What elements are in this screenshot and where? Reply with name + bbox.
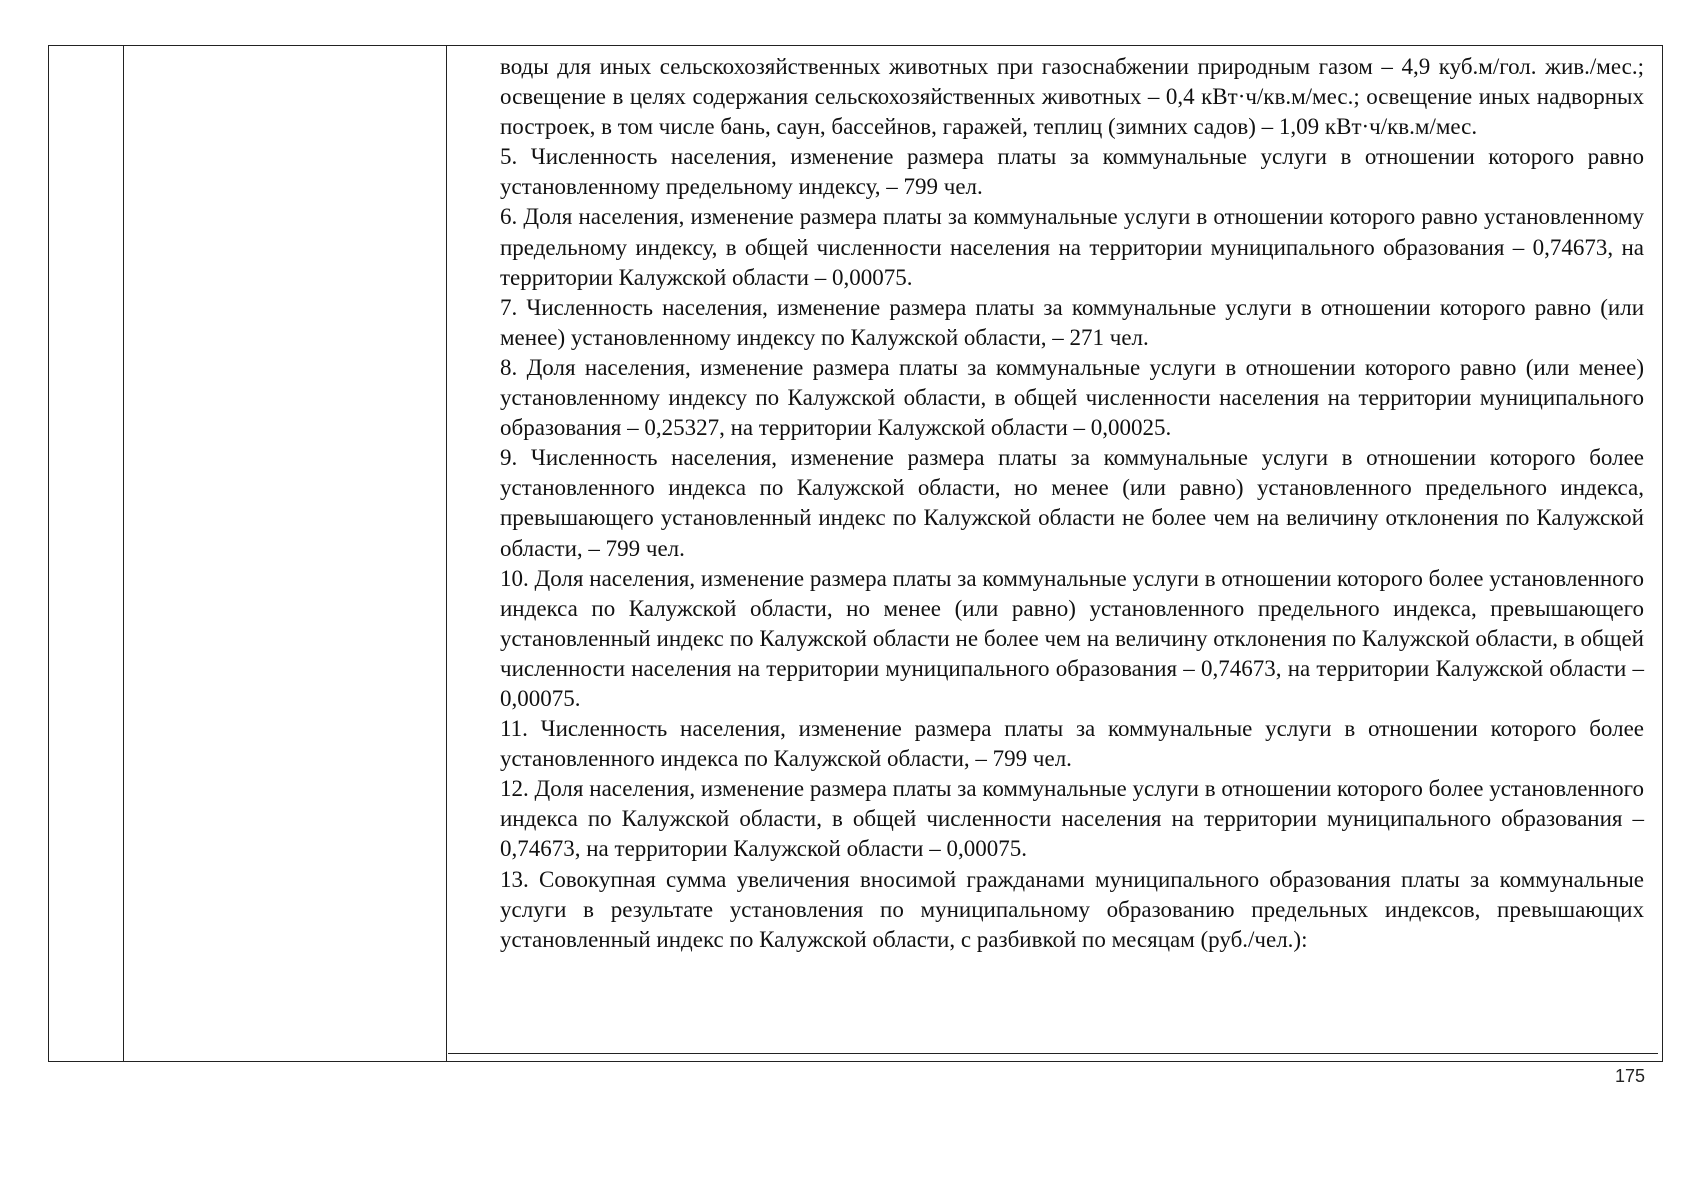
paragraph-item-6: 6. Доля населения, изменение размера платы за коммунальные услуги в отношении которого равно установленному предельному индексу, в общей численности населения на территории муниципального образования – 0,74673, на территории Калужской области – 0,00075. [500,204,1644,290]
paragraph-item-13: 13. Совокупная сумма увеличения вносимой гражданами муниципального образования платы за коммунальные услуги в результате установления по муниципальному образованию предельных индексов, превышающих установленный индекс по Калужской области, с разбивкой по месяцам (руб./чел.): [500,866,1644,952]
paragraph-item-11: 11. Численность населения, изменение размера платы за коммунальные услуги в отношении которого более установленного индекса по Калужской области, – 799 чел. [500,716,1644,772]
paragraph-item-9: 9. Численность населения, изменение размера платы за коммунальные услуги в отношении которого более установленного индекса по Калужской области, но менее (или равно) установленного предельного индекса, превышающего установленный индекс по Калужской области не более чем на величину отклонения по Калужской области, – 799 чел. [500,445,1644,561]
table-content-cell [448,46,1658,1054]
page-number: 175 [1615,1066,1646,1086]
paragraph-item-5: 5. Численность населения, изменение размера платы за коммунальные услуги в отношении которого равно установленному предельному индексу, – 799 чел. [500,144,1644,200]
paragraph-item-8: 8. Доля населения, изменение размера платы за коммунальные услуги в отношении которого равно (или менее) установленному индексу по Калужской области, в общей численности населения на территории муниципального образования – 0,25327, на территории Калужской области – 0,00025. [500,354,1644,441]
paragraph-item-10: 10. Доля населения, изменение размера платы за коммунальные услуги в отношении которого более установленного индекса по Калужской области, но менее (или равно) установленного предельного индекса, превышающего установленный индекс по Калужской области не более чем на величину отклонения по Калужской области, в общей численности населения на территории муниципального образования – 0,74673, на территории Калужской области – 0,00075. [500,565,1644,711]
table-column-divider [123,46,124,1061]
document-table [48,45,1663,1062]
table-column-divider [446,46,447,1061]
paragraph-item-7: 7. Численность населения, изменение размера платы за коммунальные услуги в отношении которого равно (или менее) установленному индексу по Калужской области, – 271 чел. [500,294,1644,350]
paragraph-continuation: воды для иных сельскохозяйственных животных при газоснабжении природным газом – 4,9 куб.м/гол. жив./мес.; освещение в целях содержания сельскохозяйственных животных – 0,4 кВт·ч/кв.м/мес.; освещение иных надворных построек, в том числе бань, саун, бассейнов, гаражей, теплиц (зимних садов) – 1,09 кВт·ч/кв.м/мес. [500,54,1644,140]
paragraph-item-12: 12. Доля населения, изменение размера платы за коммунальные услуги в отношении которого более установленного индекса по Калужской области, в общей численности населения на территории муниципального образования – 0,74673, на территории Калужской области – 0,00075. [500,776,1644,862]
